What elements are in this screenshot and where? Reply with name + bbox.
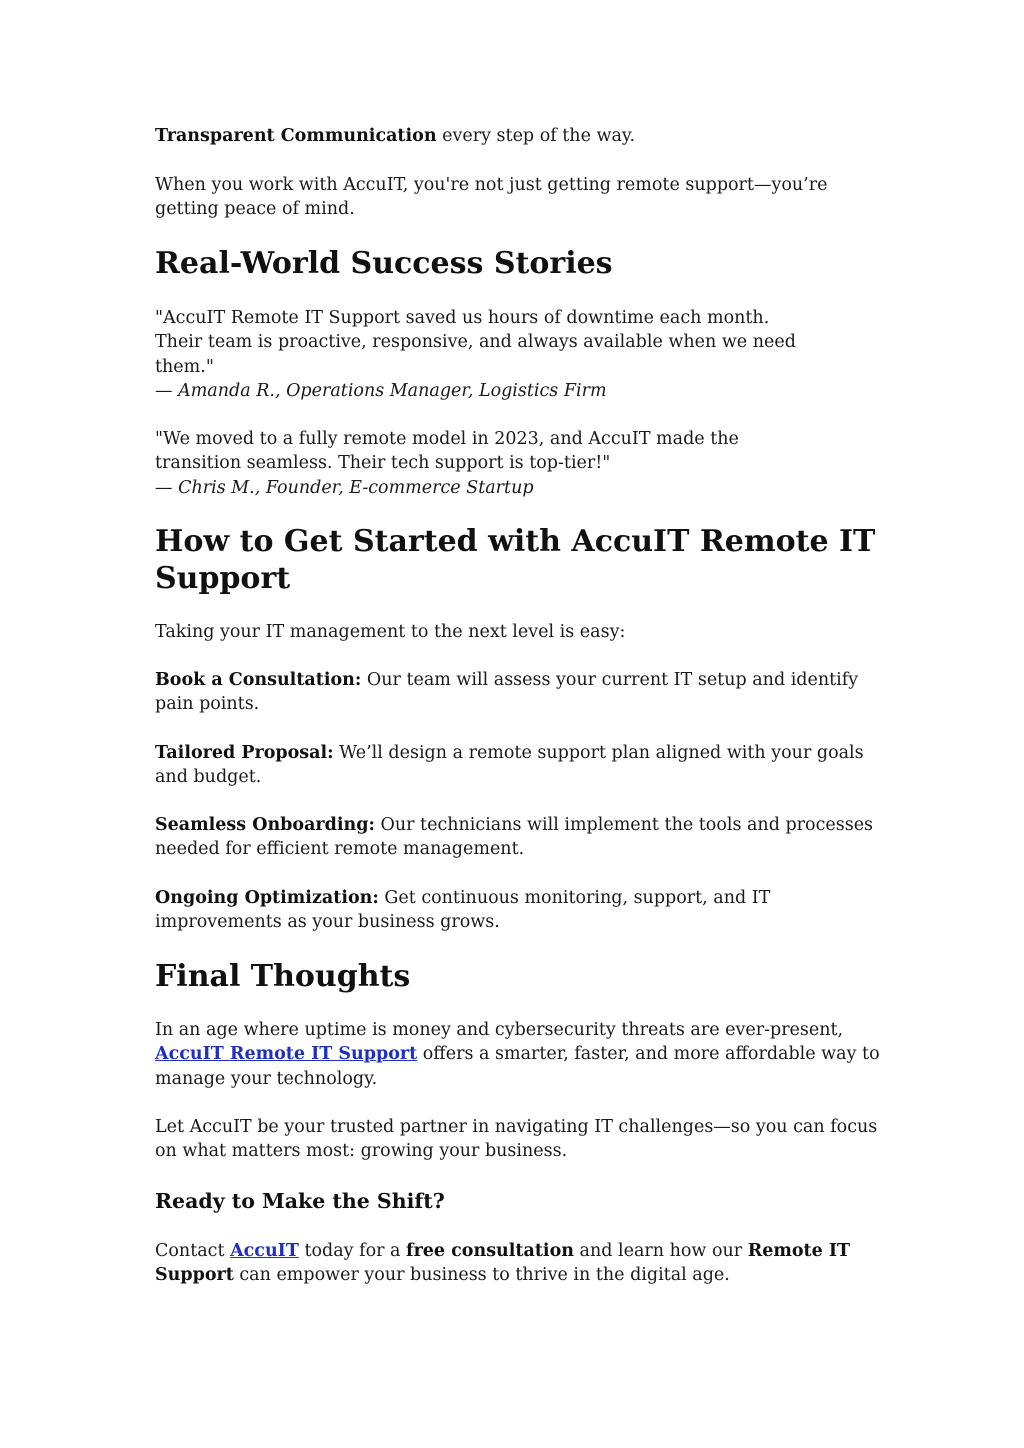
step-seamless-onboarding: Seamless Onboarding: Our technicians will implement the tools and processes needed for efficient remote management. xyxy=(155,815,874,860)
contact-paragraph: Contact AccuIT today for a free consultation and learn how our Remote IT Support can empower your business to thrive in the digital age. xyxy=(155,1241,851,1286)
final-thoughts-heading: Final Thoughts xyxy=(155,959,411,994)
testimonial-author: Amanda R., Operations Manager, Logistics Firm xyxy=(178,380,607,401)
ready-heading: Ready to Make the Shift? xyxy=(155,1189,445,1213)
transparent-communication-paragraph: Transparent Communication every step of the way. xyxy=(155,126,636,146)
final-thoughts-paragraph-1: In an age where uptime is money and cybersecurity threats are ever-present, AccuIT Remote IT Support offers a smarter, faster, and more affordable way to manage your technology. xyxy=(155,1020,880,1089)
testimonial-chris: "We moved to a fully remote model in 2023, and AccuIT made the transition seamless. Their tech support is top-tier!" — Chris M., Founder, E-commerce Startup xyxy=(155,429,739,498)
get-started-heading: How to Get Started with AccuIT Remote IT Support xyxy=(155,524,876,596)
step-tailored-proposal: Tailored Proposal: We’ll design a remote support plan aligned with your goals and budget. xyxy=(155,743,864,788)
transparent-communication-label: Transparent Communication xyxy=(155,126,437,146)
step-book-consultation: Book a Consultation: Our team will assess your current IT setup and identify pain points. xyxy=(155,670,859,715)
final-thoughts-paragraph-2: Let AccuIT be your trusted partner in navigating IT challenges—so you can focus on what matters most: growing your business. xyxy=(155,1117,878,1162)
peace-of-mind-paragraph: When you work with AccuIT, you're not just getting remote support—you’re getting peace of mind. xyxy=(155,175,828,220)
testimonial-author: Chris M., Founder, E-commerce Startup xyxy=(178,477,534,498)
accuit-remote-it-support-link[interactable]: AccuIT Remote IT Support xyxy=(155,1044,418,1065)
accuit-link[interactable]: AccuIT xyxy=(230,1241,299,1261)
testimonial-amanda: "AccuIT Remote IT Support saved us hours of downtime each month. Their team is proactive, responsive, and always available when we need them." — Amanda R., Operations Manager, Logistics Firm xyxy=(155,308,796,401)
success-stories-heading: Real-World Success Stories xyxy=(155,246,613,281)
get-started-intro: Taking your IT management to the next level is easy: xyxy=(155,622,626,642)
step-ongoing-optimization: Ongoing Optimization: Get continuous monitoring, support, and IT improvements as your business grows. xyxy=(155,888,771,933)
